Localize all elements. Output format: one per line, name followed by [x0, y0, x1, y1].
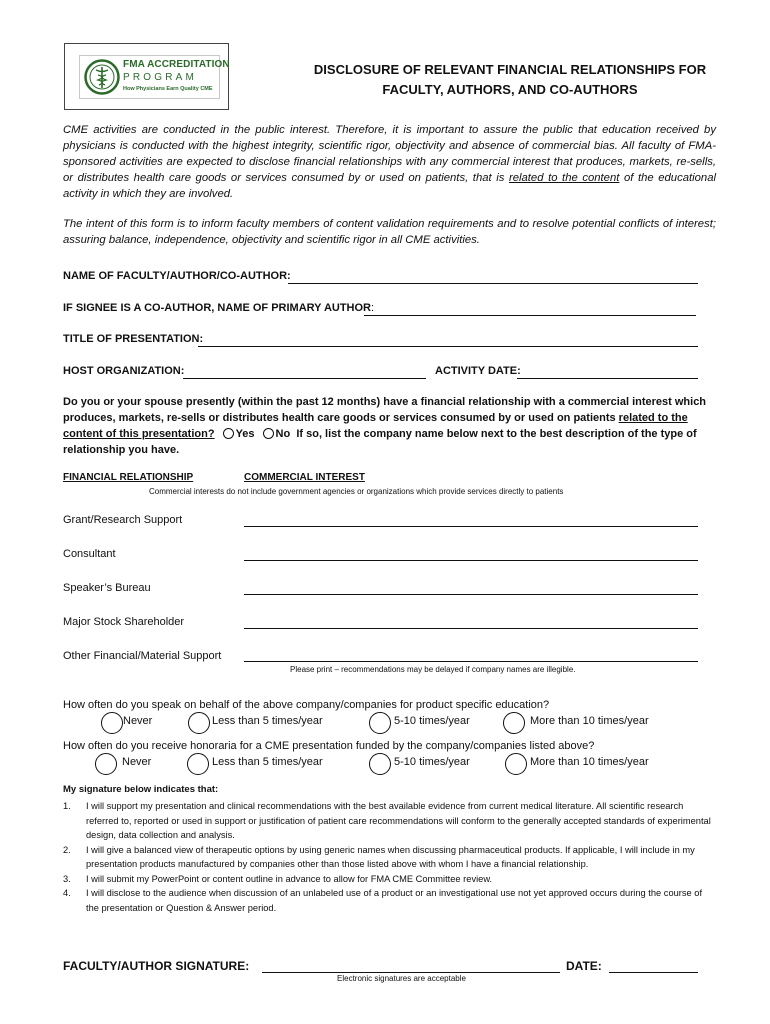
option-label: 5-10 times/year [394, 756, 470, 768]
option-label: More than 10 times/year [530, 756, 649, 768]
form-title-line-1: DISCLOSURE OF RELEVANT FINANCIAL RELATIONSHIPS FOR [313, 62, 707, 77]
honoraria-5-10-radio[interactable] [369, 753, 391, 775]
honoraria-never-radio[interactable] [95, 753, 117, 775]
grant-research-input-line[interactable] [244, 526, 698, 527]
commercial-interest-header: COMMERCIAL INTEREST [244, 472, 365, 483]
speakers-bureau-input-line[interactable] [244, 594, 698, 595]
host-organization-input-line[interactable] [183, 378, 426, 379]
presentation-title-label: TITLE OF PRESENTATION: [63, 333, 204, 345]
caduceus-seal-icon [84, 59, 120, 95]
speaking-frequency-question: How often do you speak on behalf of the above company/companies for product specific education? [63, 699, 550, 711]
signature-date-input-line[interactable] [609, 972, 698, 973]
form-title-line-2: FACULTY, AUTHORS, AND CO-AUTHORS [382, 82, 638, 97]
print-note: Please print – recommendations may be delayed if company names are illegible. [290, 665, 576, 674]
list-item: 3. I will submit my PowerPoint or content outline in advance to allow for FMA CME Committee review. [63, 873, 493, 884]
logo [79, 55, 230, 99]
relationship-row-label: Major Stock Shareholder [63, 616, 185, 628]
activity-date-input-line[interactable] [517, 378, 698, 379]
stock-shareholder-input-line[interactable] [244, 628, 698, 629]
logo-frame [64, 43, 229, 110]
signature-label: FACULTY/AUTHOR SIGNATURE: [63, 959, 250, 973]
speak-more-than-10-radio[interactable] [503, 712, 525, 734]
relationship-row-label: Speaker’s Bureau [63, 582, 151, 594]
no-label: No [275, 428, 291, 440]
name-label: NAME OF FACULTY/AUTHOR/CO-AUTHOR: [63, 270, 291, 282]
no-radio[interactable] [263, 428, 274, 439]
consultant-input-line[interactable] [244, 560, 698, 561]
option-label: More than 10 times/year [530, 715, 649, 727]
option-label: Less than 5 times/year [212, 715, 323, 727]
intro-underlined-phrase: related to the content [508, 172, 620, 184]
option-label: Never [122, 756, 152, 768]
presentation-title-input-line[interactable] [198, 346, 698, 347]
commercial-interest-note: Commercial interests do not include government agencies or organizations which provide services directly to patients [149, 487, 564, 496]
list-item: 2. I will give a balanced view of therapeutic options by using generic names when discussing pharmaceutical products. If applicable, I will include in my presentation products manufactured by companies other than those listed above with whom I have a financial relationship. [63, 844, 695, 869]
host-organization-label: HOST ORGANIZATION: [63, 365, 185, 377]
relationship-row-label: Other Financial/Material Support [63, 650, 222, 662]
signature-terms-heading: My signature below indicates that: [63, 784, 219, 795]
other-financial-input-line[interactable] [244, 661, 698, 662]
yes-radio[interactable] [223, 428, 234, 439]
option-label: 5-10 times/year [394, 715, 470, 727]
relationship-row-label: Grant/Research Support [63, 514, 183, 526]
list-item: 1. I will support my presentation and clinical recommendations with the best available evidence from current medical literature. All scientific research referred to, reported or used in support or justification of patient care recommendations will conform to the generally accepted standards of experimental design, data collection and analysis. [63, 801, 711, 840]
logo-line-2: PROGRAM [123, 72, 198, 83]
option-label: Less than 5 times/year [212, 756, 323, 768]
honoraria-more-than-10-radio[interactable] [505, 753, 527, 775]
honoraria-frequency-question: How often do you receive honoraria for a CME presentation funded by the company/companies listed above? [63, 740, 595, 752]
primary-author-input-line[interactable] [364, 315, 696, 316]
list-item: 4. I will disclose to the audience when discussion of an unlabeled use of a product or an investigational use not yet approved occurs during the course of the presentation or Question & Answer period. [63, 888, 703, 913]
relationship-row-label: Consultant [63, 548, 116, 560]
financial-relationship-header: FINANCIAL RELATIONSHIP [63, 472, 194, 483]
speak-5-10-radio[interactable] [369, 712, 391, 734]
logo-tagline: How Physicians Earn Quality CME [123, 86, 213, 92]
signature-date-label: DATE: [566, 959, 602, 973]
relationship-question: Do you or your spouse presently (within the past 12 months) have a financial relationship with a commercial interest which produces, markets, re-sells or distributes health care goods or services consumed by or used on patients related to the content of this presentation? Yes No If so, list the company name below next to the best description of the type of relationship you have. [63, 396, 707, 456]
activity-date-label: ACTIVITY DATE: [435, 365, 521, 377]
option-label: Never [123, 715, 153, 727]
signature-input-line[interactable] [262, 972, 560, 973]
logo-line-1: FMA ACCREDITATION [123, 59, 230, 70]
intro-paragraph-2: The intent of this form is to inform faculty members of content validation requirements and to resolve potential conflicts of interest; assuring balance, independence, objectivity and scientific rigor in all CME activities. [63, 218, 716, 246]
primary-author-label: IF SIGNEE IS A CO-AUTHOR, NAME OF PRIMARY AUTHOR: [63, 302, 375, 314]
honoraria-less-than-5-radio[interactable] [187, 753, 209, 775]
speak-never-radio[interactable] [101, 712, 123, 734]
name-input-line[interactable] [288, 283, 698, 284]
signature-terms-list [63, 799, 715, 915]
yes-label: Yes [235, 428, 255, 440]
electronic-signature-note: Electronic signatures are acceptable [337, 974, 466, 983]
speak-less-than-5-radio[interactable] [188, 712, 210, 734]
intro-paragraph-1: CME activities are conducted in the public interest. Therefore, it is important to assure the public that education received by physicians is conducted with the highest integrity, scientific rigor, objectivity and absence of commercial bias. All faculty of FMA-sponsored activities are expected to disclose financial relationships with any commercial interest that produces, markets, re-sells, or distributes health care goods or services consumed by or used on patients, that is related to the content of the educational activity in which they are involved. [63, 124, 717, 200]
